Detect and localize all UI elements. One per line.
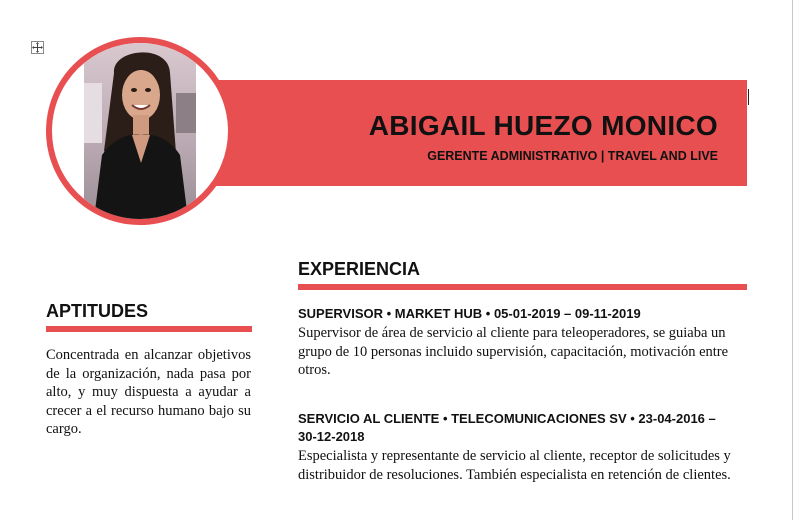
profile-photo[interactable] <box>52 43 228 219</box>
text-cursor <box>748 89 749 105</box>
experience-rule <box>298 284 747 290</box>
candidate-name: ABIGAIL HUEZO MONICO <box>368 110 718 141</box>
header-banner <box>212 80 747 186</box>
experience-title: EXPERIENCIA <box>298 259 421 279</box>
aptitudes-body: Concentrada en alcanzar objetivos de la organización, nada pasa por alto, y muy dispuesta a ayudar a crecer a el recurso humano bajo su cargo. <box>46 347 251 437</box>
profile-photo-frame <box>46 37 234 225</box>
aptitudes-title: APTITUDES <box>46 301 149 321</box>
table-move-handle-icon[interactable] <box>31 41 44 54</box>
candidate-role: GERENTE ADMINISTRATIVO | TRAVEL AND LIVE <box>427 149 718 163</box>
aptitudes-rule <box>46 326 252 332</box>
job-header: SERVICIO AL CLIENTE • TELECOMUNICACIONES SV • 23-04-2016 – 30-12-2018 <box>298 411 716 444</box>
job-description: Supervisor de área de servicio al cliente para teleoperadores, se guiaba un grupo de 10 personas incluido supervisión, capacitación, motivación entre otros. <box>298 325 729 378</box>
job-header: SUPERVISOR • MARKET HUB • 05-01-2019 – 09-11-2019 <box>298 306 641 321</box>
profile-photo-image <box>84 43 196 219</box>
job-description: Especialista y representante de servicio al cliente, receptor de solicitudes y distribuidor de resoluciones. También especialista en retención de clientes. <box>298 448 731 483</box>
